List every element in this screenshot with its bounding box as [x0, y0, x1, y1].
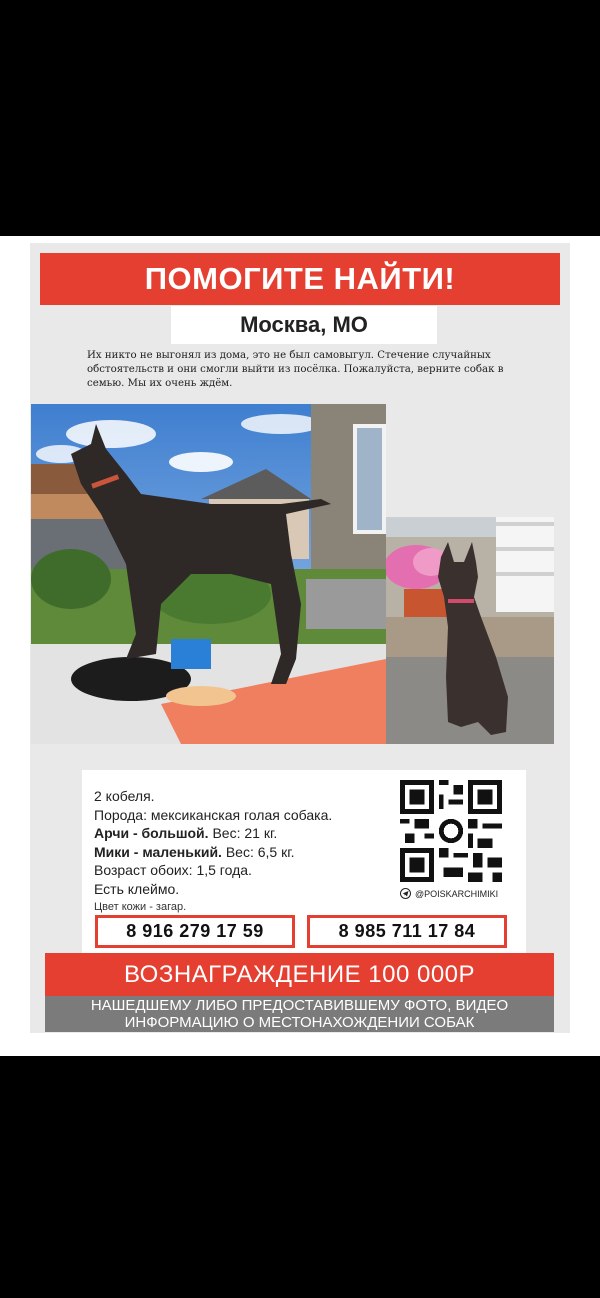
- qr-code-icon: [400, 780, 502, 882]
- info-line-count: 2 кобеля.: [94, 788, 155, 804]
- story-text: Их никто не выгонял из дома, это не был самовыгул. Стечение случайных обстоятельств и они смогли выйти из посёлка. Пожалуйста, верните собак в семью. Мы их очень ждём.: [87, 350, 504, 389]
- info-line-archi: [94, 824, 394, 843]
- reward-subtitle: НАШЕДШЕМУ ЛИБО ПРЕДОСТАВИВШЕМУ ФОТО, ВИДЕО ИНФОРМАЦИЮ О МЕСТОНАХОЖДЕНИИ СОБАК: [45, 996, 554, 1032]
- photo-big-dog-image: [31, 404, 386, 744]
- info-text: [94, 787, 394, 917]
- phone-number-2: 8 985 711 17 84: [338, 921, 476, 941]
- poster-title-bar: [40, 253, 560, 305]
- reward-title: ВОЗНАГРАЖДЕНИЕ 100 000Р: [123, 960, 476, 988]
- info-line-skin: Цвет кожи - загар.: [94, 901, 187, 913]
- poster-title: ПОМОГИТЕ НАЙТИ!: [144, 261, 456, 296]
- archi-weight: Вес: 21 кг.: [208, 825, 278, 841]
- photo-big-dog: [31, 404, 386, 744]
- info-line-breed: Порода: мексиканская голая собака.: [94, 806, 333, 823]
- phone-box-1[interactable]: [95, 915, 295, 948]
- reward-banner: [45, 953, 554, 996]
- city-text: Москва, МО: [240, 312, 368, 337]
- photo-small-dog-image: [386, 517, 554, 744]
- archi-name: Арчи - большой.: [94, 825, 209, 841]
- phone-box-2[interactable]: [307, 915, 507, 948]
- telegram-icon: [400, 888, 411, 899]
- phone-number-1: 8 916 279 17 59: [126, 921, 264, 941]
- qr-code[interactable]: [400, 780, 502, 882]
- city-label: [171, 306, 437, 344]
- miki-name: Мики - маленький.: [94, 843, 222, 860]
- info-line-brand: Есть клеймо.: [94, 880, 180, 897]
- miki-weight: Вес: 6,5 кг.: [221, 843, 295, 860]
- qr-handle: [400, 888, 498, 899]
- info-line-age: Возраст обоих: 1,5 года.: [94, 862, 252, 878]
- info-line-miki: [94, 843, 394, 862]
- qr-handle-text: @POISKARCHIMIKI: [415, 888, 499, 899]
- photo-small-dog: [386, 517, 554, 744]
